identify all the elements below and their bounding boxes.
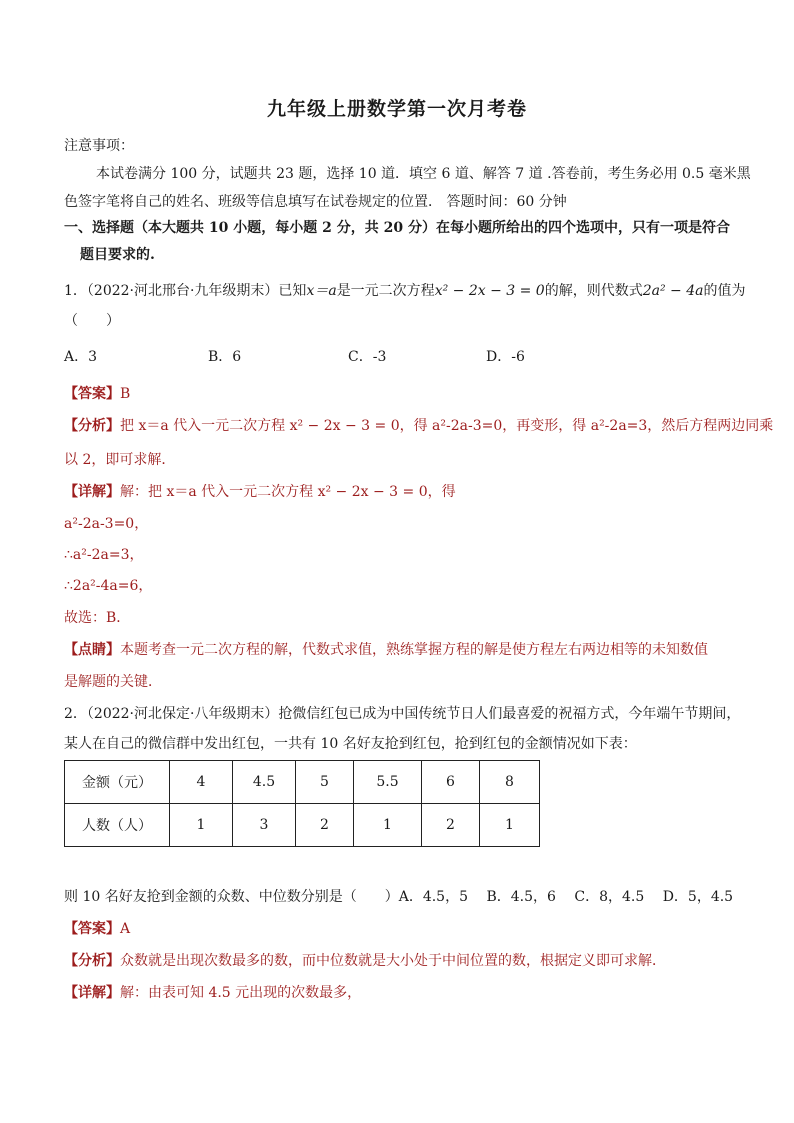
q2-answer — [64, 919, 130, 939]
notes-line-1: 本试卷满分 100 分，试题共 23 题，选择 10 道．填空 6 道、解答 7 道 .答卷前，考生务必用 0.5 毫米黑 — [96, 166, 751, 182]
q2-question: 则 10 名好友抢到金额的众数、中位数分别是（ ）A．4.5，5 B．4.5，6 C．8，4.5 D．5，4.5 — [64, 889, 734, 905]
table-cell: 8 — [480, 761, 540, 804]
q1-comment — [64, 640, 708, 660]
q2-answer-value: A — [120, 921, 131, 937]
table-cell: 1 — [354, 804, 422, 847]
table-cell: 1 — [170, 804, 233, 847]
q1-analysis — [64, 416, 773, 436]
table-cell: 金额（元） — [65, 761, 170, 804]
table-cell: 5 — [296, 761, 354, 804]
q1-detail — [64, 482, 456, 502]
q1-tail: 的值为 — [703, 283, 746, 299]
q2-stem-2: 某人在自己的微信群中发出红包，一共有 10 名好友抢到红包，抢到红包的金额情况如下表： — [64, 736, 637, 752]
table-cell: 2 — [422, 804, 480, 847]
table-cell: 3 — [233, 804, 296, 847]
page-title: 九年级上册数学第一次月考卷 — [266, 98, 527, 120]
section-heading: 一、选择题（本大题共 10 小题，每小题 2 分，共 20 分）在每小题所给出的四个选项中，只有一项是符合 — [64, 220, 730, 236]
q1-option-d: D．-6 — [486, 349, 525, 365]
table-cell: 2 — [296, 804, 354, 847]
q1-answer — [64, 384, 130, 404]
q1-choice: 故选：B． — [64, 610, 131, 626]
q1-condition: x＝a — [306, 283, 337, 299]
q1-comment-text: 本题考查一元二次方程的解，代数式求值，熟练掌握方程的解是使方程左右两边相等的未知数值 — [120, 642, 708, 658]
q1-detail-text: 解：把 x＝a 代入一元二次方程 x² − 2x − 3 = 0，得 — [120, 484, 456, 500]
q2-analysis — [64, 951, 666, 971]
q1-step-2: ∴a²-2a=3， — [64, 547, 144, 563]
q2-detail-text: 解：由表可知 4.5 元出现的次数最多， — [120, 985, 362, 1001]
q1-answer-value: B — [120, 386, 131, 402]
q1-source: 1．（2022·河北邢台·九年级期末）已知 — [64, 283, 307, 299]
q2-answer-tag: 【答案】 — [64, 921, 120, 937]
table-row — [65, 804, 540, 847]
q1-analysis-text: 把 x＝a 代入一元二次方程 x² − 2x − 3 = 0，得 a²-2a-3=0，再变形，得 a²-2a=3，然后方程两边同乘 — [120, 418, 774, 434]
table-cell: 6 — [422, 761, 480, 804]
q2-stem-1: 2．（2022·河北保定·八年级期末）抢微信红包已成为中国传统节日人们最喜爱的祝福方式，今年端午节期间， — [64, 706, 741, 722]
section-heading-cont: 题目要求的. — [80, 247, 155, 263]
q1-comment-tag: 【点睛】 — [64, 642, 120, 658]
q1-step-1: a²-2a-3=0， — [64, 516, 149, 532]
q1-detail-tag: 【详解】 — [64, 484, 120, 500]
red-packet-table — [64, 760, 540, 847]
q1-option-b: B．6 — [208, 349, 242, 365]
q1-analysis-cont: 以 2，即可求解． — [64, 452, 176, 468]
notes-line-2: 色签字笔将自己的姓名、班级等信息填写在试卷规定的位置． 答题时间：60 分钟 — [64, 194, 567, 210]
q1-end: 的解，则代数式 — [544, 283, 643, 299]
notes-heading: 注意事项： — [64, 138, 134, 154]
q1-mid: 是一元二次方程 — [336, 283, 435, 299]
table-row — [65, 761, 540, 804]
q2-detail — [64, 983, 361, 1003]
q1-stem — [64, 281, 745, 301]
q1-option-c: C．-3 — [348, 349, 387, 365]
q1-step-3: ∴2a²-4a=6， — [64, 578, 153, 594]
q1-expression: 2a² − 4a — [642, 283, 704, 299]
table-cell: 4.5 — [233, 761, 296, 804]
q2-analysis-text: 众数就是出现次数最多的数，而中位数就是大小处于中间位置的数，根据定义即可求解． — [120, 953, 666, 969]
table-cell: 人数（人） — [65, 804, 170, 847]
q1-option-a: A．3 — [64, 349, 98, 365]
q1-comment-cont: 是解题的关键． — [64, 674, 162, 690]
q2-analysis-tag: 【分析】 — [64, 953, 120, 969]
q2-detail-tag: 【详解】 — [64, 985, 120, 1001]
q1-answer-tag: 【答案】 — [64, 386, 120, 402]
q1-equation: x² − 2x − 3 = 0 — [434, 283, 545, 299]
q1-analysis-tag: 【分析】 — [64, 418, 120, 434]
table-cell: 4 — [170, 761, 233, 804]
table-cell: 5.5 — [354, 761, 422, 804]
table-cell: 1 — [480, 804, 540, 847]
q1-paren: （ ） — [64, 313, 120, 329]
